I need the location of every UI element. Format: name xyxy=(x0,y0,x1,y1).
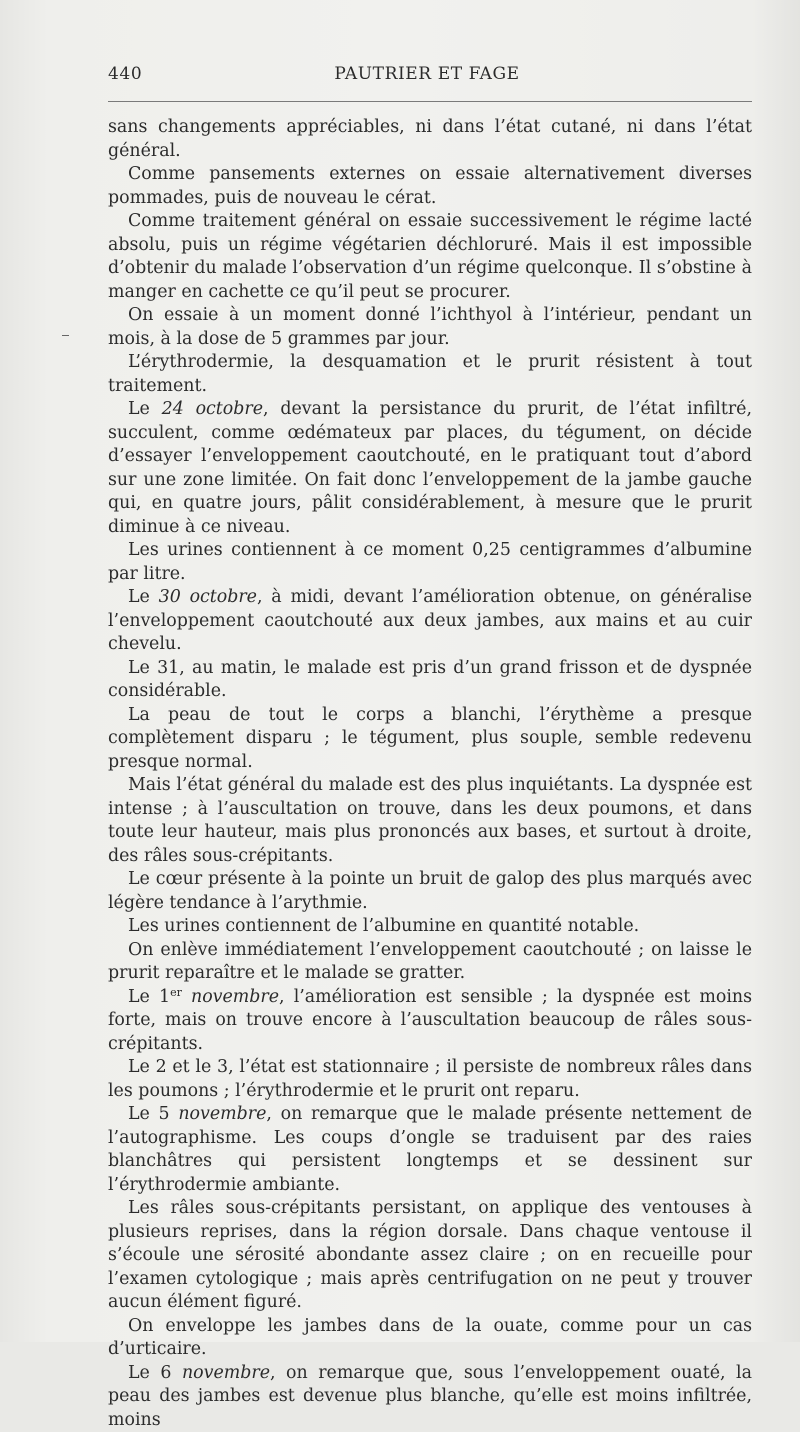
body-text xyxy=(108,116,752,1432)
paragraph: Le cœur présente à la pointe un bruit de galop des plus marqués avec légère tendance à l’arythmie. xyxy=(108,868,752,915)
paragraph: Les urines contiennent à ce moment 0,25 centigrammes d’albumine par litre. xyxy=(108,539,752,586)
paragraph-dated: Le 1er novembre, l’amélioration est sensible ; la dyspnée est moins forte, mais on trouve encore à l’auscultation beaucoup de râles sous-crépitants. xyxy=(108,986,752,1057)
running-head xyxy=(108,64,752,88)
paragraph: sans changements appréciables, ni dans l’état cutané, ni dans l’état général. xyxy=(108,116,752,163)
paragraph: Le 31, au matin, le malade est pris d’un grand frisson et de dyspnée considérable. xyxy=(108,657,752,704)
paragraph: On enlève immédiatement l’enveloppement caoutchouté ; on laisse le prurit reparaître et le malade se gratter. xyxy=(108,939,752,986)
paragraph-dated: Le 24 octobre, devant la persistance du prurit, de l’état infiltré, succulent, comme œdémateux par places, du tégument, on décide d’essayer l’enveloppement caoutchouté, en le pratiquant tout d’abord sur une zone limitée. On fait donc l’enveloppement de la jambe gauche qui, en quatre jours, pâlit considérablement, à mesure que le prurit diminue à ce niveau. xyxy=(108,398,752,539)
page-number: 440 xyxy=(108,64,142,84)
paragraph: L’érythrodermie, la desquamation et le prurit résistent à tout traitement. xyxy=(108,351,752,398)
paragraph-dated: Le 6 novembre, on remarque que, sous l’enveloppement ouaté, la peau des jambes est devenue plus blanche, qu’elle est moins infiltrée, moins xyxy=(108,1362,752,1432)
date-emphasis: novembre xyxy=(178,1104,266,1124)
paragraph: Les râles sous-crépitants persistant, on applique des ventouses à plusieurs reprises, dans la région dorsale. Dans chaque ventouse il s’écoule une sérosité abondante assez claire ; on en recueille pour l’examen cytologique ; mais après centrifugation on ne peut y trouver aucun élément figuré. xyxy=(108,1197,752,1315)
date-emphasis: 30 octobre xyxy=(159,587,257,607)
paragraph: Comme pansements externes on essaie alternativement diverses pommades, puis de nouveau le cérat. xyxy=(108,163,752,210)
paragraph-dated: Le 5 novembre, on remarque que le malade présente nettement de l’autographisme. Les coups d’ongle se traduisent par des raies blanchâtres qui persistent longtemps et se dessinent sur l’érythrodermie ambiante. xyxy=(108,1103,752,1197)
date-emphasis: novembre xyxy=(182,987,279,1007)
paragraph: Les urines contiennent de l’albumine en quantité notable. xyxy=(108,915,752,939)
header-rule xyxy=(108,101,752,102)
paragraph: Comme traitement général on essaie successivement le régime lacté absolu, puis un régime végétarien déchloruré. Mais il est impossible d’obtenir du malade l’observation d’un régime quelconque. Il s’obstine à manger en cachette ce qu’il peut se procurer. xyxy=(108,210,752,304)
paragraph: On essaie à un moment donné l’ichthyol à l’intérieur, pendant un mois, à la dose de 5 grammes par jour. xyxy=(108,304,752,351)
running-title: PAUTRIER ET FAGE xyxy=(108,64,752,84)
margin-mark xyxy=(62,335,69,336)
paragraph: La peau de tout le corps a blanchi, l’érythème a presque complètement disparu ; le tégument, plus souple, semble redevenu presque normal. xyxy=(108,704,752,775)
paragraph: Le 2 et le 3, l’état est stationnaire ; il persiste de nombreux râles dans les poumons ; l’érythrodermie et le prurit ont reparu. xyxy=(108,1056,752,1103)
ordinal-superscript: er xyxy=(170,986,182,999)
date-emphasis: novembre xyxy=(182,1363,270,1383)
paragraph: On enveloppe les jambes dans de la ouate, comme pour un cas d’urticaire. xyxy=(108,1315,752,1362)
paragraph: Mais l’état général du malade est des plus inquiétants. La dyspnée est intense ; à l’auscultation on trouve, dans les deux poumons, et dans toute leur hauteur, mais plus prononcés aux bases, et surtout à droite, des râles sous-crépitants. xyxy=(108,774,752,868)
date-emphasis: 24 octobre xyxy=(162,399,263,419)
paragraph-dated: Le 30 octobre, à midi, devant l’amélioration obtenue, on généralise l’enveloppement caoutchouté aux deux jambes, aux mains et au cuir chevelu. xyxy=(108,586,752,657)
